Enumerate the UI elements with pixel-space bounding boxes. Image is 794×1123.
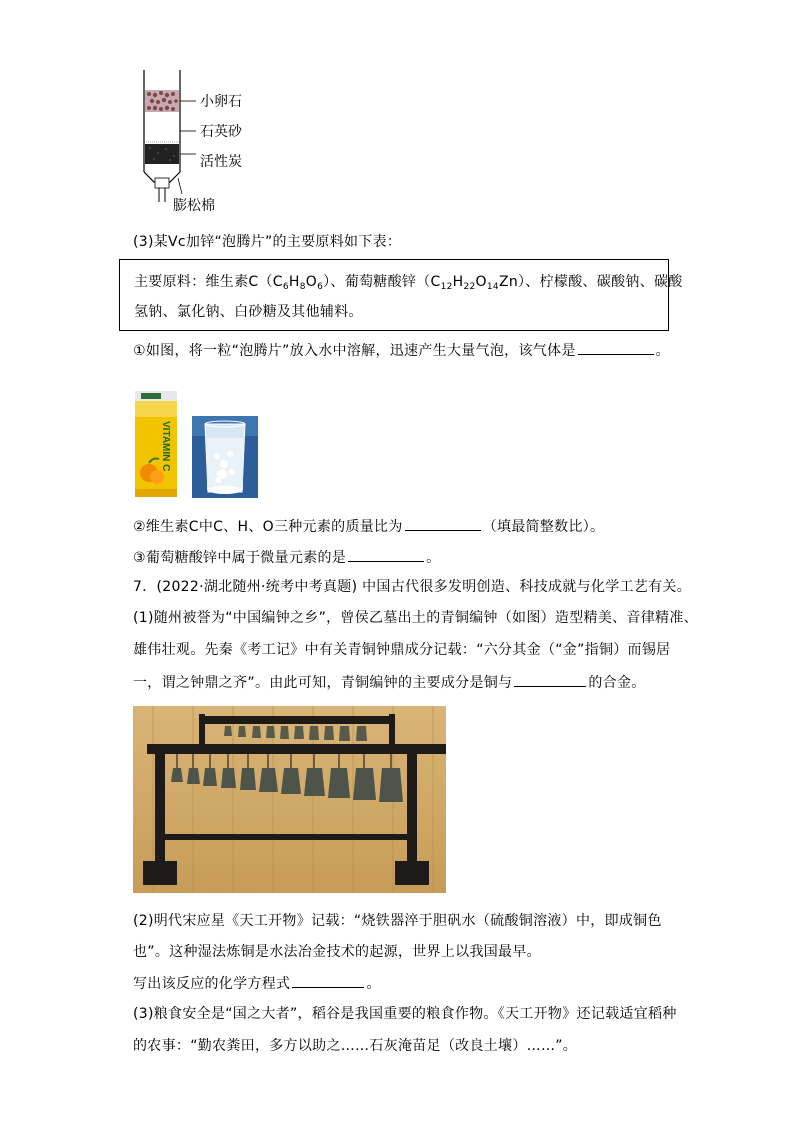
answer-blank[interactable] bbox=[292, 973, 364, 988]
q3-2: ②维生素C中C、H、O三种元素的质量比为 （填最简整数比）。 bbox=[133, 516, 604, 537]
q7-3-line2: 的农事：“勤农粪田，多方以助之……石灰淹苗足（改良土壤）……”。 bbox=[133, 1038, 578, 1054]
q7-1-line2: 雄伟壮观。先秦《考工记》中有关青铜钟鼎成分记载：“六分其金（“金”指铜）而锡居 bbox=[133, 642, 671, 658]
q7-2-line1: (2)明代宋应星《天工开物》记载：“烧铁器淬于胆矾水（硫酸铜溶液）中，即成铜色 bbox=[133, 913, 662, 929]
answer-blank[interactable] bbox=[578, 340, 654, 355]
bronze-bells-image bbox=[133, 706, 446, 893]
label-activated-carbon: 活性炭 bbox=[200, 154, 242, 170]
label-cotton: 膨松棉 bbox=[173, 198, 215, 214]
q7-3-line1: (3)粮食安全是“国之大者”，稻谷是我国重要的粮食作物。《天工开物》还记载适宜稻种 bbox=[133, 1006, 677, 1022]
answer-blank[interactable] bbox=[348, 547, 424, 562]
label-quartz-sand: 石英砂 bbox=[200, 124, 242, 140]
ingredients-line2: 氢钠、氯化钠、白砂糖及其他辅料。 bbox=[134, 304, 363, 320]
q7-1-line3: 一，谓之钟鼎之齐”。由此可知，青铜编钟的主要成分是铜与 的合金。 bbox=[133, 672, 646, 693]
ingredients-table bbox=[119, 259, 683, 331]
answer-blank[interactable] bbox=[514, 672, 586, 687]
vitamin-c-text: VITAMIN C bbox=[160, 421, 171, 472]
water-filter-diagram bbox=[130, 68, 200, 208]
q3-1: ①如图，将一粒“泡腾片”放入水中溶解，迅速产生大量气泡，该气体是 。 bbox=[133, 340, 670, 361]
label-pebble: 小卵石 bbox=[200, 94, 242, 110]
glass-fizzing-image bbox=[192, 416, 258, 498]
q3-intro: (3)某Vc加锌“泡腾片”的主要原料如下表： bbox=[133, 234, 402, 250]
q3-3: ③葡萄糖酸锌中属于微量元素的是 。 bbox=[133, 547, 440, 568]
q7-1-line1: (1)随州被誉为“中国编钟之乡”，曾侯乙墓出土的青铜编钟（如图）造型精美、音律精准、 bbox=[133, 610, 698, 626]
q7-2-line3: 写出该反应的化学方程式 。 bbox=[133, 973, 381, 994]
q7-2-line2: 也”。这种湿法炼铜是水法冶金技术的起源，世界上以我国最早。 bbox=[133, 944, 541, 960]
q7-title: 7．(2022·湖北随州·统考中考真题) 中国古代很多发明创造、科技成就与化学工艺有关。 bbox=[133, 579, 692, 595]
answer-blank[interactable] bbox=[405, 516, 481, 531]
vitamin-c-tube-image bbox=[133, 391, 179, 497]
ingredients-line1: 主要原料：维生素$C(C_6H_8O_6)$、葡萄糖酸锌$(C_{12}H_{22}O_{14}Zn)$、柠檬酸、碳酸钠、碳酸 bbox=[134, 274, 683, 292]
